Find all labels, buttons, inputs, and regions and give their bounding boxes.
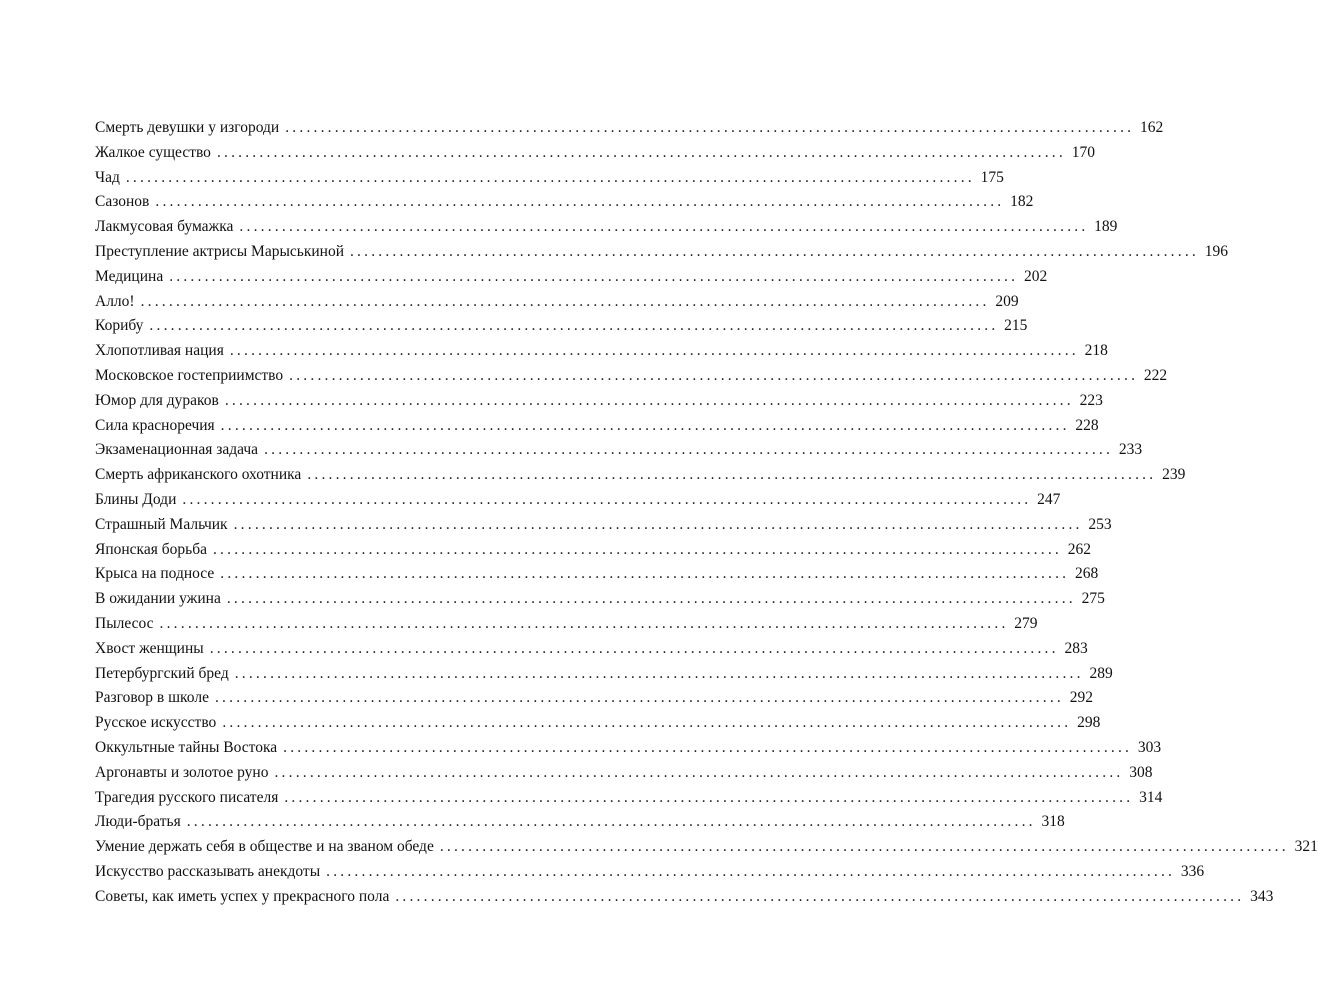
dot-leader: ........................................................................................................................ xyxy=(209,639,1059,657)
dot-leader: ........................................................................................................................ xyxy=(284,788,1134,806)
dot-leader: ........................................................................................................................ xyxy=(395,887,1245,905)
toc-entry-page-number: 283 xyxy=(1064,639,1088,657)
dot-leader: ........................................................................................................................ xyxy=(155,193,1005,211)
toc-entry-page-number: 321 xyxy=(1294,838,1318,856)
dot-leader: ........................................................................................................................ xyxy=(220,565,1070,583)
toc-entry xyxy=(95,116,1164,141)
toc-entry-page-number: 279 xyxy=(1014,614,1038,632)
dot-leader: ........................................................................................................................ xyxy=(169,267,1019,285)
toc-entry-page-number: 175 xyxy=(980,168,1004,186)
toc-entry-title: Лакмусовая бумажка xyxy=(95,218,234,236)
toc-entry-title: Юмор для дураков xyxy=(95,391,219,409)
toc-entry xyxy=(95,860,1205,885)
dot-leader: ........................................................................................................................ xyxy=(149,317,999,335)
dot-leader: ........................................................................................................................ xyxy=(349,242,1199,260)
toc-entry-page-number: 298 xyxy=(1077,714,1101,732)
toc-entry-page-number: 318 xyxy=(1041,813,1065,831)
toc-entry-title: Оккультные тайны Востока xyxy=(95,738,278,756)
dot-leader: ........................................................................................................................ xyxy=(214,689,1064,707)
toc-entry xyxy=(95,513,1112,538)
dot-leader: ........................................................................................................................ xyxy=(159,614,1009,632)
toc-entry-title: Умение держать себя в обществе и на званом обеде xyxy=(95,838,434,856)
toc-entry xyxy=(95,240,1228,265)
toc-entry-title: Хлопотливая нация xyxy=(95,342,224,360)
toc-entry xyxy=(95,141,1095,166)
toc-entry xyxy=(95,190,1034,215)
toc-entry xyxy=(95,662,1113,687)
toc-entry-page-number: 209 xyxy=(995,292,1019,310)
toc-entry-page-number: 292 xyxy=(1069,689,1093,707)
toc-entry xyxy=(95,736,1162,761)
toc-entry xyxy=(95,265,1048,290)
dot-leader: ........................................................................................................................ xyxy=(233,515,1083,533)
toc-entry xyxy=(95,761,1153,786)
toc-entry-title: Сила красноречия xyxy=(95,416,215,434)
toc-entry-page-number: 289 xyxy=(1089,664,1113,682)
toc-entry-page-number: 182 xyxy=(1010,193,1034,211)
toc-entry-title: Алло! xyxy=(95,292,135,310)
dot-leader: ........................................................................................................................ xyxy=(239,218,1089,236)
toc-entry xyxy=(95,637,1088,662)
toc-entry-title: Экзаменационная задача xyxy=(95,441,259,459)
toc-entry-title: Крыса на подносе xyxy=(95,565,215,583)
toc-entry-page-number: 223 xyxy=(1079,391,1103,409)
toc-entry xyxy=(95,488,1061,513)
toc-entry-title: Чад xyxy=(95,168,120,186)
dot-leader: ........................................................................................................................ xyxy=(220,416,1070,434)
toc-entry xyxy=(95,339,1108,364)
toc-entry xyxy=(95,463,1186,488)
toc-entry xyxy=(95,364,1168,389)
toc-entry-title: Русское искусство xyxy=(95,714,217,732)
dot-leader: ........................................................................................................................ xyxy=(289,366,1139,384)
toc-entry-title: Блины Доди xyxy=(95,490,177,508)
toc-entry xyxy=(95,810,1065,835)
dot-leader: ........................................................................................................................ xyxy=(234,664,1084,682)
dot-leader: ........................................................................................................................ xyxy=(285,119,1135,136)
toc-entry-title: В ожидании ужина xyxy=(95,590,221,608)
toc-entry xyxy=(95,438,1143,463)
toc-entry xyxy=(95,885,1274,910)
toc-entry-page-number: 268 xyxy=(1075,565,1099,583)
toc-entry-page-number: 202 xyxy=(1023,267,1048,285)
dot-leader: ........................................................................................................................ xyxy=(125,168,975,186)
toc-entry xyxy=(95,166,1004,191)
toc-entry-page-number: 189 xyxy=(1094,218,1118,236)
dot-leader: ........................................................................................................................ xyxy=(274,763,1124,781)
dot-leader: ........................................................................................................................ xyxy=(283,738,1133,756)
toc-entry-title: Разговор в школе xyxy=(95,689,209,707)
toc-entry xyxy=(95,314,1028,339)
toc-entry-page-number: 275 xyxy=(1081,590,1105,608)
dot-leader: ........................................................................................................................ xyxy=(226,590,1076,608)
toc-entry-page-number: 218 xyxy=(1084,342,1108,360)
toc-entry-page-number: 215 xyxy=(1004,317,1028,335)
toc-entry-title: Медицина xyxy=(95,267,164,285)
toc-entry-title: Сазонов xyxy=(95,193,150,211)
toc-entry xyxy=(95,562,1099,587)
toc-entry-page-number: 222 xyxy=(1143,366,1168,384)
toc-entry xyxy=(95,587,1105,612)
toc-entry xyxy=(95,711,1101,736)
toc-entry xyxy=(95,290,1019,315)
toc-entry-page-number: 233 xyxy=(1118,441,1143,459)
dot-leader: ........................................................................................................................ xyxy=(140,292,990,310)
toc-entry-title: Пылесос xyxy=(95,614,154,632)
toc-entry-page-number: 170 xyxy=(1071,143,1095,161)
dot-leader: ........................................................................................................................ xyxy=(186,813,1036,831)
toc-entry xyxy=(95,786,1163,811)
toc-entry-title: Жалкое существо xyxy=(95,143,211,161)
toc-entry xyxy=(95,686,1093,711)
toc-entry xyxy=(95,538,1091,563)
toc-entry-title: Трагедия русского писателя xyxy=(95,788,279,806)
table-of-contents xyxy=(95,116,1318,910)
dot-leader: ........................................................................................................................ xyxy=(264,441,1114,459)
toc-entry-page-number: 239 xyxy=(1162,466,1186,484)
toc-entry-title: Московское гостеприимство xyxy=(95,366,284,384)
toc-entry xyxy=(95,389,1103,414)
toc-entry-title: Японская борьба xyxy=(95,540,207,558)
toc-entry-page-number: 162 xyxy=(1139,119,1164,136)
dot-leader: ........................................................................................................................ xyxy=(229,342,1079,360)
toc-entry-page-number: 303 xyxy=(1137,738,1162,756)
toc-entry-title: Петербургский бред xyxy=(95,664,229,682)
toc-entry-title: Искусство рассказывать анекдоты xyxy=(95,862,321,880)
toc-entry-title: Корибу xyxy=(95,317,144,335)
dot-leader: ........................................................................................................................ xyxy=(222,714,1072,732)
toc-entry-title: Хвост женщины xyxy=(95,639,204,657)
toc-entry-title: Советы, как иметь успех у прекрасного пола xyxy=(95,887,390,905)
dot-leader: ........................................................................................................................ xyxy=(439,838,1289,856)
dot-leader: ........................................................................................................................ xyxy=(326,862,1176,880)
dot-leader: ........................................................................................................................ xyxy=(307,466,1157,484)
dot-leader: ........................................................................................................................ xyxy=(182,490,1032,508)
toc-entry-page-number: 262 xyxy=(1067,540,1091,558)
toc-entry xyxy=(95,835,1318,860)
toc-entry-page-number: 253 xyxy=(1088,515,1112,533)
dot-leader: ........................................................................................................................ xyxy=(224,391,1074,409)
toc-entry-page-number: 336 xyxy=(1180,862,1205,880)
toc-entry xyxy=(95,414,1099,439)
toc-entry-title: Люди-братья xyxy=(95,813,181,831)
toc-entry xyxy=(95,612,1038,637)
toc-entry-title: Смерть африканского охотника xyxy=(95,466,302,484)
toc-entry-page-number: 308 xyxy=(1129,763,1153,781)
toc-entry-page-number: 314 xyxy=(1139,788,1163,806)
toc-entry-page-number: 196 xyxy=(1204,242,1228,260)
toc-entry-title: Преступление актрисы Марыськиной xyxy=(95,242,344,260)
toc-entry-title: Смерть девушки у изгороди xyxy=(95,119,280,136)
toc-entry-page-number: 343 xyxy=(1250,887,1274,905)
toc-entry-page-number: 247 xyxy=(1037,490,1061,508)
dot-leader: ........................................................................................................................ xyxy=(216,143,1066,161)
toc-entry xyxy=(95,215,1118,240)
dot-leader: ........................................................................................................................ xyxy=(212,540,1062,558)
toc-entry-title: Аргонавты и золотое руно xyxy=(95,763,269,781)
toc-entry-title: Страшный Мальчик xyxy=(95,515,228,533)
toc-entry-page-number: 228 xyxy=(1075,416,1099,434)
